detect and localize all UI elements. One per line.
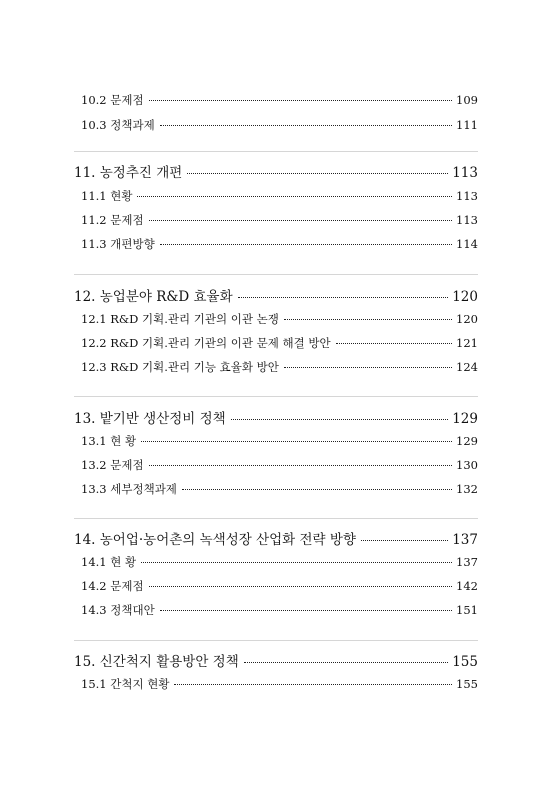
dot-leader [182,482,452,494]
section-divider [74,396,478,397]
toc-entry-14-3 [81,602,478,618]
toc-entry-11-1 [81,188,478,204]
toc-entry-10-3 [81,117,478,133]
toc-entry-title: 15.1 간척지 현황 [81,677,170,691]
dot-leader [160,118,452,130]
toc-entry-14-2 [81,578,478,594]
toc-entry-13-1 [81,433,478,449]
dot-leader [284,312,452,324]
toc-entry-title: 13.3 세부정책과제 [81,482,177,496]
toc-chapter-title: 15. 신간척지 활용방안 정책 [74,654,239,670]
toc-entry-page: 121 [456,336,478,350]
dot-leader [244,653,448,667]
dot-leader [160,237,452,249]
toc-entry-12-1 [81,311,478,327]
toc-chapter-page: 137 [452,532,478,548]
dot-leader [141,434,452,446]
dot-leader [231,410,449,424]
toc-entry-14-1 [81,554,478,570]
section-divider [74,151,478,152]
toc-chapter-11 [74,161,478,181]
dot-leader [361,531,448,545]
toc-entry-15-1 [81,676,478,692]
toc-entry-12-3 [81,359,478,375]
toc-chapter-page: 120 [452,289,478,305]
toc-entry-12-2 [81,335,478,351]
toc-entry-page: 111 [456,118,478,132]
dot-leader [149,93,452,105]
toc-entry-title: 13.1 현 황 [81,434,137,448]
dot-leader [336,336,452,348]
toc-entry-11-3 [81,236,478,252]
dot-leader [149,213,452,225]
toc-entry-page: 113 [456,189,478,203]
toc-entry-13-3 [81,481,478,497]
toc-entry-title: 14.1 현 황 [81,555,137,569]
toc-entry-title: 11.3 개편방향 [81,237,155,251]
toc-entry-page: 132 [456,482,478,496]
toc-entry-13-2 [81,457,478,473]
toc-entry-title: 11.2 문제점 [81,213,144,227]
toc-entry-title: 12.3 R&D 기획.관리 기능 효율화 방안 [81,360,279,374]
toc-entry-title: 11.1 현황 [81,189,133,203]
toc-entry-10-2 [81,92,478,108]
toc-entry-page: 113 [456,213,478,227]
toc-chapter-12 [74,285,478,305]
toc-chapter-title: 12. 농업분야 R&D 효율화 [74,289,233,305]
toc-entry-title: 10.2 문제점 [81,93,144,107]
section-divider [74,640,478,641]
toc-chapter-page: 129 [452,411,478,427]
toc-entry-page: 130 [456,458,478,472]
toc-chapter-title: 11. 농정추진 개편 [74,165,183,181]
toc-entry-page: 155 [456,677,478,691]
dot-leader [174,677,452,689]
section-divider [74,274,478,275]
toc-entry-title: 10.3 정책과제 [81,118,155,132]
dot-leader [137,189,452,201]
toc-entry-page: 124 [456,360,478,374]
toc-chapter-14 [74,528,478,548]
toc-entry-title: 12.1 R&D 기획.관리 기관의 이관 논쟁 [81,312,279,326]
toc-chapter-13 [74,407,478,427]
toc-chapter-title: 14. 농어업·농어촌의 녹색성장 산업화 전략 방향 [74,532,356,548]
toc-entry-11-2 [81,212,478,228]
toc-entry-page: 114 [456,237,478,251]
dot-leader [284,360,452,372]
toc-chapter-page: 155 [452,654,478,670]
toc-chapter-page: 113 [452,165,478,181]
dot-leader [160,603,452,615]
dot-leader [238,288,449,302]
dot-leader [187,164,448,178]
dot-leader [141,555,452,567]
section-divider [74,518,478,519]
toc-entry-title: 14.2 문제점 [81,579,144,593]
dot-leader [149,579,452,591]
toc-entry-page: 142 [456,579,478,593]
toc-chapter-title: 13. 밭기반 생산정비 정책 [74,411,226,427]
toc-entry-page: 137 [456,555,478,569]
dot-leader [149,458,452,470]
toc-entry-title: 13.2 문제점 [81,458,144,472]
toc-entry-page: 129 [456,434,478,448]
toc-entry-page: 109 [456,93,478,107]
toc-entry-title: 12.2 R&D 기획.관리 기관의 이관 문제 해결 방안 [81,336,331,350]
toc-entry-page: 120 [456,312,478,326]
toc-entry-title: 14.3 정책대안 [81,603,155,617]
toc-chapter-15 [74,650,478,670]
toc-entry-page: 151 [456,603,478,617]
